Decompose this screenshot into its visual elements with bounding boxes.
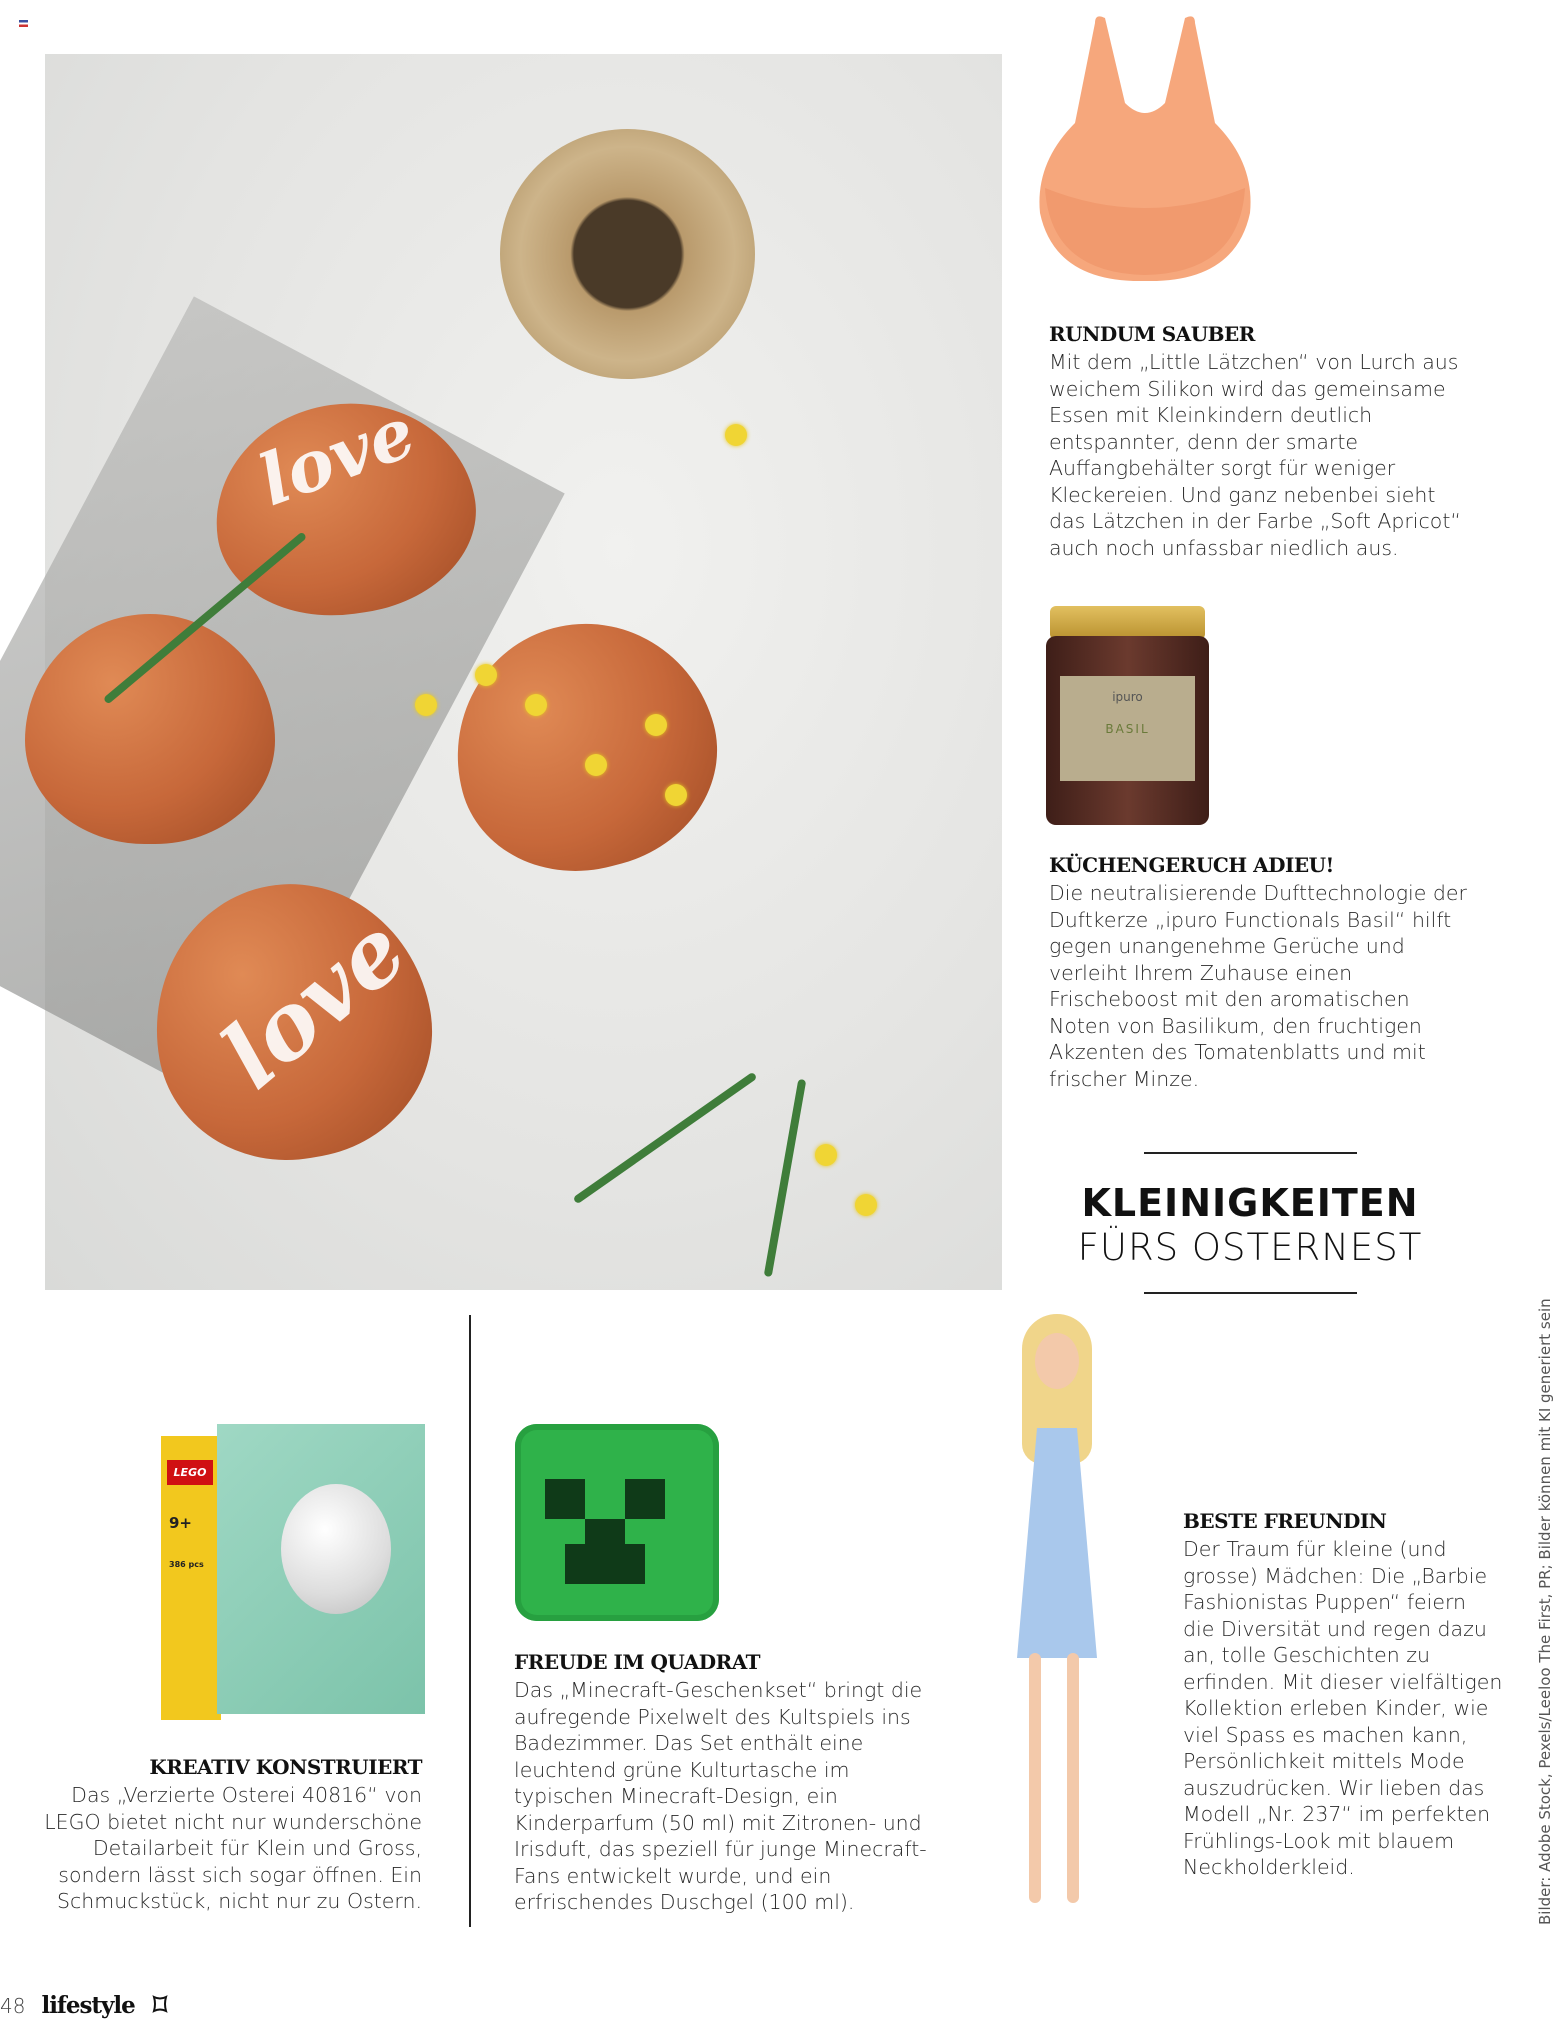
mimosa-flower <box>645 714 667 736</box>
bib-product-image <box>1035 13 1255 283</box>
lego-age: 9+ <box>169 1514 193 1532</box>
article-heading: BESTE FREUNDIN <box>1183 1509 1387 1533</box>
article-heading: FREUDE IM QUADRAT <box>514 1650 761 1674</box>
photo-credit: Bilder: Adobe Stock, Pexels/Leeloo The First, PR; Bilder können mit KI generiert sein <box>1536 1298 1554 1925</box>
title-line-2: FÜRS OSTERNEST <box>1077 1226 1423 1269</box>
egg: love <box>202 387 489 631</box>
lego-product-image <box>161 1424 425 1720</box>
article-candle <box>1049 853 1469 1092</box>
mimosa-flower <box>725 424 747 446</box>
minecraft-bag-image <box>515 1424 719 1621</box>
twine-ball <box>500 129 755 379</box>
mimosa-flower <box>585 754 607 776</box>
article-bib <box>1049 322 1469 561</box>
fern-sprig <box>764 1079 807 1277</box>
easter-eggs-photo <box>45 54 1002 1290</box>
lego-pieces: 386 pcs <box>169 1560 204 1569</box>
article-body: Mit dem „Little Lätzchen“ von Lurch aus weichem Silikon wird das gemeinsame Essen mit Kleinkindern deutlich entspannter, denn der smarte Auffangbehälter sorgt für weniger Kleckereien. Und ganz nebenbei sieht das Lätzchen in der Farbe „Soft Apricot“ auch noch unfassbar niedlich aus. <box>1049 350 1461 560</box>
article-barbie <box>1183 1509 1503 1881</box>
section-name: lifestyle <box>41 1992 135 2019</box>
mimosa-flower <box>475 664 497 686</box>
article-body: Der Traum für kleine (und grosse) Mädchen: Die „Barbie Fashionistas Puppen“ feiern die Diversität und regen dazu an, tolle Geschichten zu erfinden. Mit dieser vielfältigen Kollektion erleben Kinder, wie viel Spass es machen kann, Persönlichkeit mittels Mode auszudrücken. Wir lieben das Modell „Nr. 237“ im perfekten Frühlings-Look mit blauem Neckholderkleid. <box>1183 1537 1503 1879</box>
flag-icon <box>19 20 28 27</box>
article-lego <box>30 1755 422 1915</box>
article-body: Das „Verzierte Osterei 40816“ von LEGO bietet nicht nur wunderschöne Detailarbeit für Klein und Gross, sondern lässt sich sogar öffnen. Ein Schmuckstück, nicht nur zu Ostern. <box>44 1783 422 1913</box>
article-minecraft <box>514 1650 934 1916</box>
article-heading: KÜCHENGERUCH ADIEU! <box>1049 853 1334 877</box>
mimosa-flower <box>855 1194 877 1216</box>
page-number: 48 <box>0 1994 26 2018</box>
candle-name-label: BASIL <box>1105 722 1150 736</box>
egg: love <box>133 862 452 1181</box>
mimosa-flower <box>415 694 437 716</box>
divider-line <box>1144 1292 1357 1294</box>
title-line-1: KLEINIGKEITEN <box>1081 1181 1419 1225</box>
article-body: Die neutralisierende Dufttechnologie der Duftkerze „ipuro Functionals Basil“ hilft gegen unangenehme Gerüche und verleiht Ihrem Zuhause einen Frischeboost mit den aromatischen Noten von Basilikum, den fruchtigen Akzenten des Tomatenblatts und mit frischer Minze. <box>1049 881 1467 1091</box>
mimosa-flower <box>815 1144 837 1166</box>
fern-sprig <box>573 1072 758 1205</box>
article-heading: KREATIV KONSTRUIERT <box>149 1755 422 1779</box>
page-title <box>1040 1180 1460 1270</box>
divider-line <box>1144 1152 1357 1154</box>
flower-outline-icon <box>151 1995 169 2013</box>
mimosa-flower <box>525 694 547 716</box>
article-body: Das „Minecraft-Geschenkset“ bringt die aufregende Pixelwelt des Kultspiels ins Badezimmer. Das Set enthält eine leuchtend grüne Kulturtasche im typischen Minecraft-Design, ein Kinderparfum (50 ml) mit Zitronen- und Irisduft, das speziell für junge Minecraft-Fans entwickelt wurde, und ein erfrischendes Duschgel (100 ml). <box>514 1678 927 1914</box>
candle-product-image <box>1046 606 1209 825</box>
article-heading: RUNDUM SAUBER <box>1049 322 1255 346</box>
lego-logo: LEGO <box>167 1460 213 1485</box>
column-divider <box>469 1315 471 1927</box>
mimosa-flower <box>665 784 687 806</box>
barbie-doll-image <box>967 1308 1153 1927</box>
footer <box>0 1992 169 2019</box>
candle-brand-label: ipuro <box>1112 690 1143 704</box>
